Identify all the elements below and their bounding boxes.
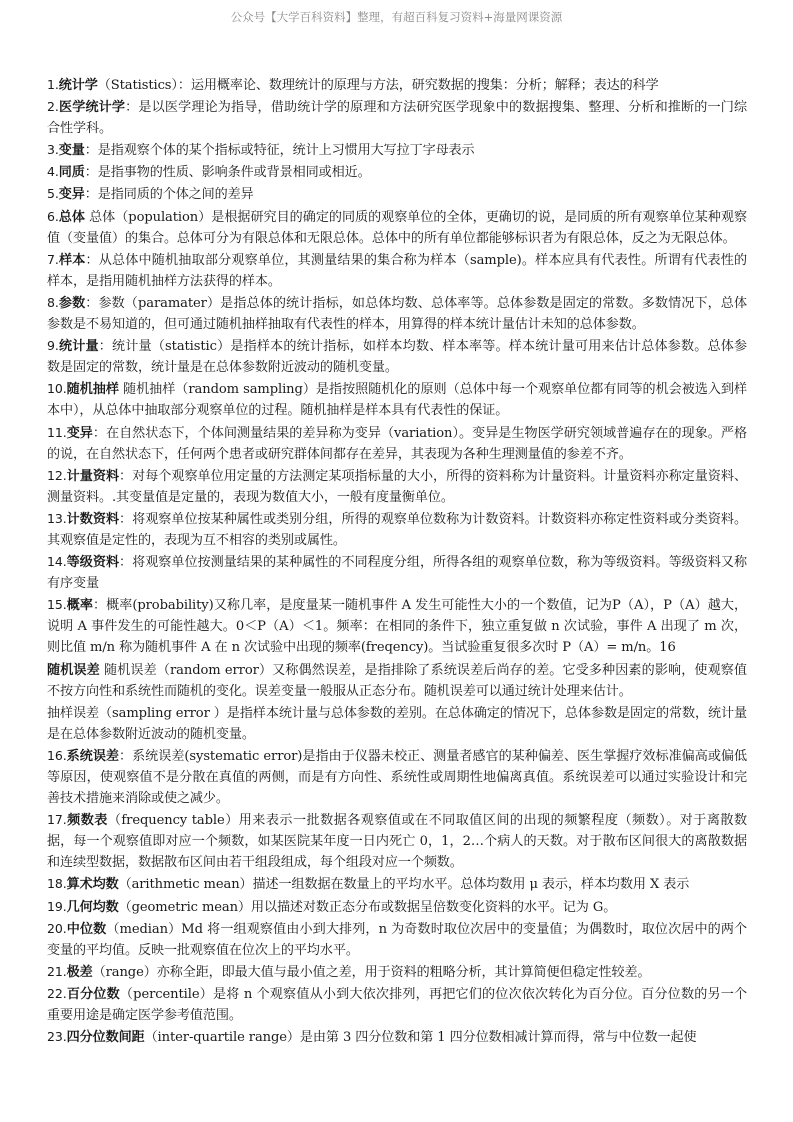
entry-text: 总体（population）是根据研究目的确定的同质的观察单位的全体，更确切的说，是同质的所有观察单位某种观察值（变量值）的集合。总体可分为有限总体和无限总体。总体中的所有单位都能够标识者为有限总体，反之为无限总体。	[47, 209, 747, 246]
entry-frequency-table	[47, 809, 747, 873]
entry-term: 统计量	[58, 339, 99, 355]
entry-text: 抽样误差（sampling error ）是指样本统计量与总体参数的差别。在总体确定的情况下，总体参数是固定的常数，统计量是在总体参数附近波动的随机变量。	[47, 705, 747, 742]
entry-parameter	[47, 292, 747, 335]
entry-number: 9.	[47, 338, 59, 354]
entry-interquartile-range	[47, 1026, 747, 1048]
entry-number: 6.	[47, 208, 59, 224]
entry-term: 医学统计学	[58, 100, 126, 116]
entry-text: （Statistics）：运用概率论、数理统计的原理与方法，研究数据的搜集：分析；解释；表达的科学	[97, 78, 659, 93]
entry-sampling-error	[47, 702, 747, 745]
entry-count-data	[47, 508, 747, 551]
entry-term: 总体	[58, 209, 85, 225]
entry-variation	[47, 422, 747, 465]
entry-number: 22.	[47, 985, 67, 1001]
entry-number: 3.	[47, 142, 59, 158]
entry-term: 系统误差	[66, 748, 119, 764]
entry-text: （geometric mean）用以描述对数正态分布或数据呈倍数变化资料的水平。记为 G。	[118, 899, 617, 915]
entry-measurement-data	[47, 465, 747, 508]
entry-sample	[47, 249, 747, 292]
entry-term: 统计学	[58, 78, 98, 93]
entry-term: 计数资料	[66, 511, 120, 527]
entry-homogeneity	[47, 161, 747, 183]
entry-text: ：在自然状态下，个体间测量结果的差异称为变异（variation）。变异是生物医学研究领域普遍存在的现象。严格的说，在自然状态下，任何两个患者或研究群体间都存在差异，其表现为各种生理测量值的参差不齐。	[47, 425, 747, 462]
entry-term: 几何均数	[66, 899, 119, 915]
entry-population	[47, 206, 747, 249]
entry-number: 15.	[47, 597, 67, 613]
entry-number: 11.	[47, 424, 67, 440]
entry-text: （median）Md 将一组观察值由小到大排列，n 为奇数时取位次居中的变量值；为偶数时，取位次居中的两个变量的平均值。反映一批观察值在位次上的平均水平。	[47, 921, 748, 958]
entry-term: 频数表	[66, 813, 108, 829]
entry-text: （inter-quartile range）是由第 3 四分位数和第 1 四分位数相减计算而得，常与中位数一起使	[144, 1030, 697, 1046]
entry-number: 8.	[47, 294, 59, 310]
entry-number: 19.	[47, 898, 67, 914]
entry-text: （range）亦称全距，即最大值与最小值之差，用于资料的粗略分析，其计算简便但稳定性较差。	[92, 964, 651, 980]
entry-term: 样本	[58, 252, 86, 268]
entry-number: 2.	[47, 99, 59, 115]
entry-text: （frequency table）用来表示一批数据各观察值或在不同取值区间的出现的频繁程度（频数）。对于离散数据，每一个观察值即对应一个频数，如某医院某年度一日内死亡 0，1，2…个病人的天数。对于散布区间很大的离散数据和连续型数据，数据散布区间由若干组段组成，每个组段对应一个频数。	[47, 813, 747, 871]
entry-variable	[47, 139, 747, 161]
entry-random-error	[47, 659, 747, 702]
entry-term: 四分位数间距	[66, 1030, 145, 1046]
entry-number: 5.	[47, 186, 59, 202]
entry-text: ：是指同质的个体之间的差异	[84, 187, 254, 203]
entry-text: ：是以医学理论为指导，借助统计学的原理和方法研究医学现象中的数据搜集、整理、分析和推断的一门综合性学科。	[47, 100, 747, 137]
entry-ordinal-data	[47, 551, 747, 594]
entry-text: ：系统误差(systematic error)是指由于仪器未校正、测量者感官的某种偏差、医生掌握疗效标准偏高或偏低等原因，使观察值不是分散在真值的两侧，而是有方向性、系统性或周期性地偏离真值。系统误差可以通过实验设计和完善技术措施来消除或使之减少。	[47, 748, 747, 807]
entry-statistics	[47, 74, 747, 96]
entry-text: 随机抽样（random sampling）是指按照随机化的原则（总体中每一个观察单位都有同等的机会被选入到样本中），从总体中抽取部分观察单位的过程。随机抽样是样本具有代表性的保证。	[47, 382, 747, 419]
entry-text: ：是指观察个体的某个指标或特征，统计上习惯用大写拉丁字母表示	[84, 143, 475, 159]
entry-number: 14.	[47, 554, 67, 570]
entry-percentile	[47, 983, 747, 1026]
entry-systematic-error	[47, 745, 747, 809]
entry-term: 中位数	[66, 921, 107, 937]
entry-term: 极差	[66, 964, 93, 980]
entry-number: 20.	[47, 920, 67, 936]
entry-random-sampling	[47, 378, 747, 421]
page-header: 公众号【大学百科资料】整理，有超百科复习资料+海量网课资源	[230, 10, 563, 24]
entry-arithmetic-mean	[47, 873, 747, 895]
entry-number: 18.	[47, 876, 67, 892]
entry-term: 变异	[58, 187, 85, 203]
entry-text: ：对每个观察单位用定量的方法测定某项指标量的大小，所得的资料称为计量资料。计量资料亦称定量资料、测量资料。.其变量值是定量的，表现为数值大小，一般有度量衡单位。	[47, 468, 747, 505]
entry-variation-short	[47, 183, 747, 205]
entry-number: 17.	[47, 812, 67, 828]
entry-text: ：参数（paramater）是指总体的统计指标，如总体均数、总体率等。总体参数是固定的常数。多数情况下，总体参数是不易知道的，但可通过随机抽样抽取有代表性的样本，用算得的样本统计量估计未知的总体参数。	[47, 295, 747, 333]
entry-number: 16.	[47, 747, 67, 763]
entry-term: 参数	[58, 295, 86, 311]
entry-text: ：从总体中随机抽取部分观察单位，其测量结果的集合称为样本（sample)。样本应具有代表性。所谓有代表性的样本，是指用随机抽样方法获得的样本。	[47, 252, 747, 289]
entry-number: 21.	[47, 963, 67, 979]
entry-statistic	[47, 335, 747, 378]
entry-text: ：统计量（statistic）是指样本的统计指标，如样本均数、样本率等。样本统计量可用来估计总体参数。总体参数是固定的常数，统计量是在总体参数附近波动的随机变量。	[47, 339, 748, 376]
entry-term: 百分位数	[66, 986, 120, 1002]
entry-text: ：概率(probability)又称几率，是度量某一随机事件 A 发生可能性大小的一个数值，记为P（A），P（A）越大，说明 A 事件发生的可能性越大。0＜P（A）＜1。频率：在相同的条件下，独立重复做 n 次试验，事件 A 出现了 m 次，则比值 m/n 称为随机事件 A 在 n 次试验中出现的频率(freqency)。当试验重复很多次时 P（A）= m/n。16	[47, 598, 747, 656]
entry-number: 12.	[47, 467, 67, 483]
entry-geometric-mean	[47, 896, 747, 918]
entry-text: （arithmetic mean）描述一组数据在数量上的平均水平。总体均数用 μ 表示，样本均数用 X 表示	[118, 877, 690, 893]
entry-medical-statistics	[47, 96, 747, 139]
entry-probability	[47, 594, 747, 658]
document-body	[47, 74, 747, 1048]
entry-text: （percentile）是将 n 个观察值从小到大依次排列，再把它们的位次依次转化为百分位。百分位数的另一个重要用途是确定医学参考值范围。	[47, 986, 747, 1024]
entry-number: 7.	[47, 251, 59, 267]
entry-number: 1.	[47, 77, 59, 92]
entry-term: 随机误差	[47, 662, 100, 678]
entry-term: 算术均数	[66, 877, 119, 893]
entry-number: 4.	[47, 164, 59, 180]
entry-term: 同质	[58, 165, 85, 181]
entry-term: 变量	[58, 143, 85, 159]
entry-text: ：是指事物的性质、影响条件或背景相同或相近。	[84, 165, 371, 181]
entry-term: 概率	[66, 598, 93, 614]
entry-term: 等级资料	[66, 555, 120, 571]
entry-number: 10.	[47, 381, 67, 397]
entry-number: 23.	[47, 1029, 67, 1045]
entry-text: ：将观察单位按某种属性或类别分组，所得的观察单位数称为计数资料。计数资料亦称定性资料或分类资料。其观察值是定性的，表现为互不相容的类别或属性。	[47, 511, 747, 548]
entry-term: 随机抽样	[66, 382, 119, 398]
entry-median	[47, 918, 747, 961]
entry-term: 计量资料	[66, 468, 120, 484]
entry-number: 13.	[47, 510, 67, 526]
entry-text: 随机误差（random error）又称偶然误差，是指排除了系统误差后尚存的差。它受多种因素的影响，使观察值不按方向性和系统性而随机的变化。误差变量一般服从正态分布。随机误差可以通过统计处理来估计。	[47, 662, 747, 699]
entry-term: 变异	[66, 425, 93, 441]
entry-text: ：将观察单位按测量结果的某种属性的不同程度分组，所得各组的观察单位数，称为等级资料。等级资料又称有序变量	[47, 555, 747, 592]
entry-range	[47, 961, 747, 983]
